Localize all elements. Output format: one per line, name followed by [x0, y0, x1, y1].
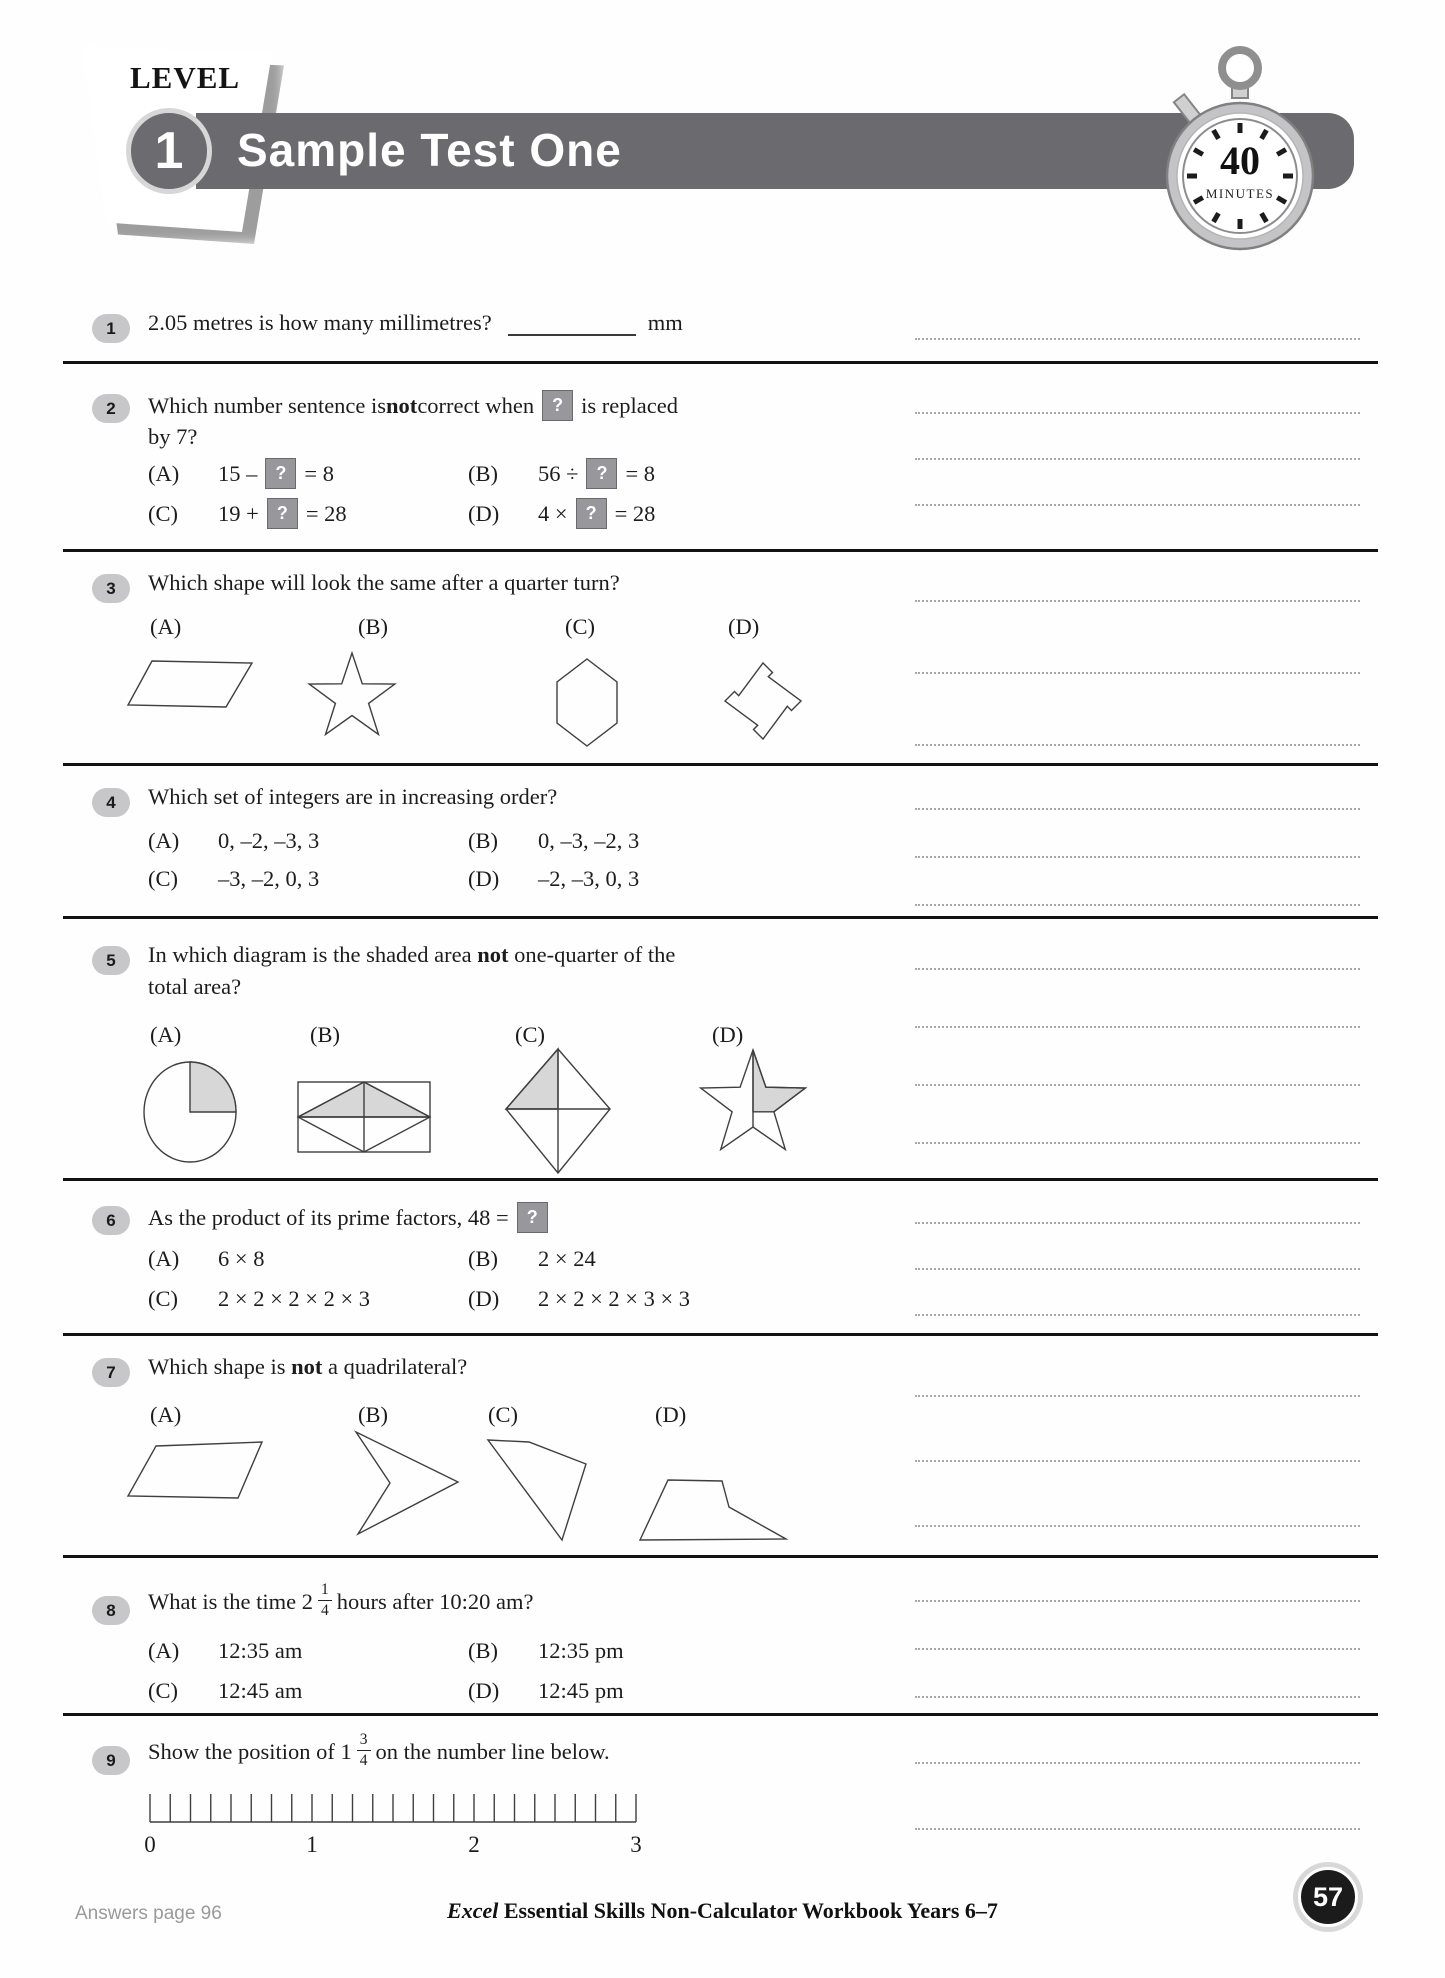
answer-dotted-line — [915, 1828, 1360, 1830]
answer-dotted-line — [915, 904, 1360, 906]
choice-label-d: (D) — [712, 1022, 744, 1047]
section-divider — [63, 763, 1378, 766]
shape-hexagon — [556, 658, 620, 750]
answer-dotted-line — [915, 1460, 1360, 1462]
option-8d: (D) 12:45 pm — [468, 1678, 624, 1703]
answer-dotted-line — [915, 1600, 1360, 1602]
option-6a: (A) 6 × 8 — [148, 1246, 265, 1271]
fraction: $\frac{3}{4}$ — [357, 1732, 371, 1768]
section-divider — [63, 361, 1378, 364]
choice-label-c: (C) — [565, 614, 595, 639]
option-2c: (C) 19 + ? = 28 — [148, 498, 347, 529]
shape-five-point-star — [305, 645, 401, 745]
answer-dotted-line — [915, 1084, 1360, 1086]
question-5-text-line2: total area? — [148, 974, 242, 999]
option-4d: (D) –2, –3, 0, 3 — [468, 866, 640, 891]
answer-dotted-line — [915, 1696, 1360, 1698]
question-9-text: Show the position of 1 $\frac{3}{4}$ on the number line below. — [148, 1731, 610, 1769]
option-8b: (B) 12:35 pm — [468, 1638, 624, 1663]
choice-label-c: (C) — [515, 1022, 545, 1047]
timer-unit: MINUTES — [1205, 186, 1275, 201]
question-2-text-line2: by 7? — [148, 424, 198, 449]
section-divider — [63, 1333, 1378, 1336]
level-label: LEVEL — [130, 60, 241, 95]
diagram-circle-quarter-shaded — [142, 1058, 240, 1166]
option-4c: (C) –3, –2, 0, 3 — [148, 866, 320, 891]
question-3-number: 3 — [92, 574, 130, 603]
option-4a: (A) 0, –2, –3, 3 — [148, 828, 320, 853]
question-4-number: 4 — [92, 788, 130, 817]
choice-label-b: (B) — [358, 1402, 388, 1427]
section-divider — [63, 1713, 1378, 1716]
answer-dotted-line — [915, 458, 1360, 460]
choice-label-a: (A) — [150, 1402, 182, 1427]
question-8-number: 8 — [92, 1596, 130, 1625]
answer-dotted-line — [915, 504, 1360, 506]
level-number-badge: 1 — [126, 108, 212, 194]
answer-dotted-line — [915, 1314, 1360, 1316]
answer-dotted-line — [915, 808, 1360, 810]
answer-dotted-line — [915, 1525, 1360, 1527]
page-title: Sample Test One — [237, 124, 622, 176]
diagram-diamond-quarter-shaded — [503, 1046, 615, 1178]
choice-label-a: (A) — [150, 614, 182, 639]
option-8c: (C) 12:45 am — [148, 1678, 303, 1703]
page-number-badge: 57 — [1298, 1867, 1358, 1927]
answer-dotted-line — [915, 1222, 1360, 1224]
question-7-text: Which shape is not a quadrilateral? — [148, 1354, 468, 1379]
choice-label-d: (D) — [655, 1402, 687, 1427]
answers-note: Answers page 96 — [75, 1903, 222, 1924]
answer-dotted-line — [915, 968, 1360, 970]
option-2b: (B) 56 ÷ ? = 8 — [468, 458, 655, 489]
number-line — [140, 1786, 660, 1832]
question-6-number: 6 — [92, 1206, 130, 1235]
question-5-number: 5 — [92, 946, 130, 975]
diagram-rectangle-rhombus-shaded — [296, 1080, 436, 1158]
shape-chevron-arrow — [352, 1430, 464, 1538]
question-1-number: 1 — [92, 314, 130, 343]
mystery-box: ? — [586, 458, 617, 489]
section-divider — [63, 1555, 1378, 1558]
question-2-number: 2 — [92, 394, 130, 423]
option-2d: (D) 4 × ? = 28 — [468, 498, 655, 529]
answer-dotted-line — [915, 856, 1360, 858]
question-6-text: As the product of its prime factors, 48 = ? — [148, 1202, 556, 1233]
answer-dotted-line — [915, 744, 1360, 746]
answer-dotted-line — [915, 1142, 1360, 1144]
question-9-number: 9 — [92, 1746, 130, 1775]
shape-parallelogram — [126, 658, 258, 712]
option-6b: (B) 2 × 24 — [468, 1246, 596, 1271]
number-line-label-2: 2 — [468, 1832, 480, 1857]
number-line-label-0: 0 — [144, 1832, 156, 1857]
answer-dotted-line — [915, 1268, 1360, 1270]
choice-label-c: (C) — [488, 1402, 518, 1427]
shape-parallelogram — [126, 1440, 266, 1502]
answer-dotted-line — [915, 338, 1360, 340]
number-line-label-3: 3 — [630, 1832, 642, 1857]
book-title: Excel Essential Skills Non-Calculator Workbook Years 6–7 — [447, 1898, 998, 1923]
mystery-box: ? — [267, 498, 298, 529]
stopwatch-icon — [1150, 44, 1330, 259]
shape-irregular-quadrilateral — [486, 1438, 590, 1546]
section-divider — [63, 1178, 1378, 1181]
question-7-number: 7 — [92, 1358, 130, 1387]
option-8a: (A) 12:35 am — [148, 1638, 303, 1663]
choice-label-b: (B) — [310, 1022, 340, 1047]
choice-label-b: (B) — [358, 614, 388, 639]
question-1-text: 2.05 metres is how many millimetres? mm — [148, 310, 683, 335]
question-4-text: Which set of integers are in increasing order? — [148, 784, 558, 809]
answer-dotted-line — [915, 600, 1360, 602]
choice-label-d: (D) — [728, 614, 760, 639]
shape-notched-diamond — [722, 660, 806, 744]
mystery-box: ? — [265, 458, 296, 489]
answer-blank — [508, 312, 636, 337]
section-divider — [63, 916, 1378, 919]
unit-label: mm — [647, 310, 683, 335]
question-2-text: Which number sentence is not correct when ? is replaced — [148, 390, 678, 421]
option-6d: (D) 2 × 2 × 2 × 3 × 3 — [468, 1286, 691, 1311]
answer-dotted-line — [915, 412, 1360, 414]
answer-dotted-line — [915, 1395, 1360, 1397]
number-line-label-1: 1 — [306, 1832, 318, 1857]
diagram-star-half-shaded — [693, 1043, 817, 1163]
shape-pentagon — [638, 1478, 790, 1544]
question-8-text: What is the time 2 $\frac{1}{4}$ hours after 10:20 am? — [148, 1581, 534, 1619]
timer-value: 40 — [1220, 138, 1260, 183]
mystery-box: ? — [542, 390, 573, 421]
question-5-text: In which diagram is the shaded area not one-quarter of the — [148, 942, 676, 967]
mystery-box: ? — [517, 1202, 548, 1233]
choice-label-a: (A) — [150, 1022, 182, 1047]
question-3-text: Which shape will look the same after a quarter turn? — [148, 570, 620, 595]
answer-dotted-line — [915, 672, 1360, 674]
answer-dotted-line — [915, 1762, 1360, 1764]
mystery-box: ? — [576, 498, 607, 529]
option-6c: (C) 2 × 2 × 2 × 2 × 3 — [148, 1286, 371, 1311]
answer-dotted-line — [915, 1026, 1360, 1028]
section-divider — [63, 549, 1378, 552]
option-4b: (B) 0, –3, –2, 3 — [468, 828, 640, 853]
answer-dotted-line — [915, 1648, 1360, 1650]
option-2a: (A) 15 – ? = 8 — [148, 458, 334, 489]
fraction: $\frac{1}{4}$ — [318, 1582, 332, 1618]
